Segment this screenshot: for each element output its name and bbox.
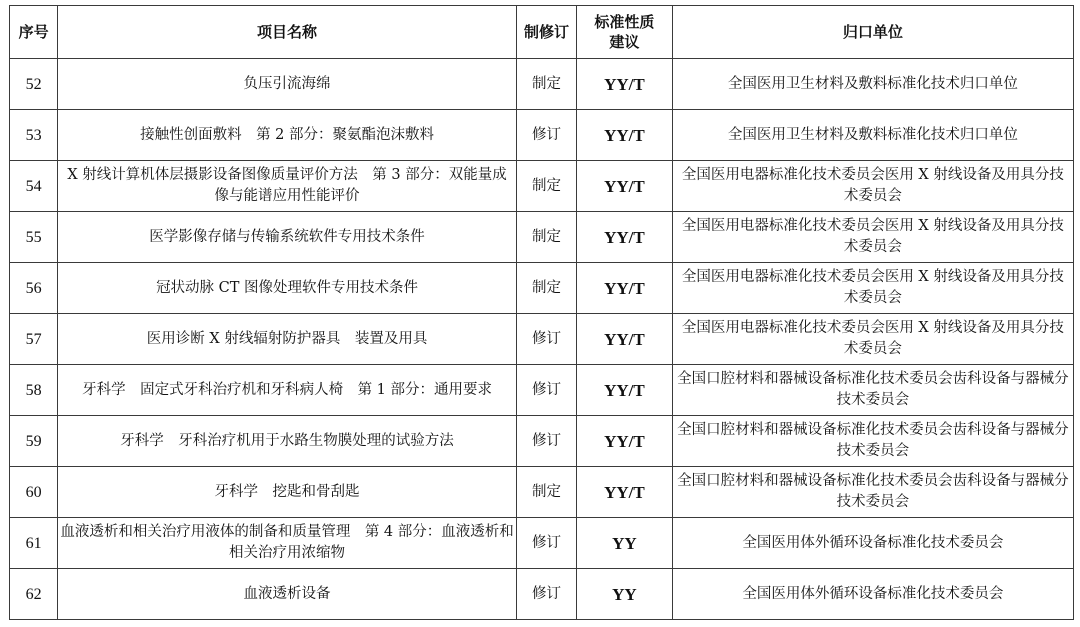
table-row: [10, 467, 1074, 518]
header-project-name: 项目名称: [58, 6, 517, 59]
cell-serial-number: 54: [10, 161, 58, 212]
cell-revision-type: 制定: [516, 467, 576, 518]
cell-revision-type: 修订: [516, 518, 576, 569]
table-body: [10, 59, 1074, 620]
cell-project-name: 牙科学 挖匙和骨刮匙: [58, 467, 517, 518]
cell-responsible-unit: 全国医用电器标准化技术委员会医用 X 射线设备及用具分技术委员会: [672, 314, 1073, 365]
cell-standard-nature: YY: [577, 518, 673, 569]
cell-serial-number: 56: [10, 263, 58, 314]
cell-responsible-unit: 全国医用卫生材料及敷料标准化技术归口单位: [672, 59, 1073, 110]
header-serial-number: 序号: [10, 6, 58, 59]
cell-revision-type: 制定: [516, 212, 576, 263]
cell-revision-type: 修订: [516, 416, 576, 467]
cell-project-name: 医学影像存储与传输系统软件专用技术条件: [58, 212, 517, 263]
table-row: [10, 110, 1074, 161]
cell-project-name: 牙科学 牙科治疗机用于水路生物膜处理的试验方法: [58, 416, 517, 467]
cell-project-name: 冠状动脉 CT 图像处理软件专用技术条件: [58, 263, 517, 314]
cell-standard-nature: YY/T: [577, 314, 673, 365]
header-standard-nature-label: 标准性质建议: [594, 13, 655, 51]
cell-responsible-unit: 全国医用电器标准化技术委员会医用 X 射线设备及用具分技术委员会: [672, 263, 1073, 314]
header-revision-type: 制修订: [516, 6, 576, 59]
cell-serial-number: 58: [10, 365, 58, 416]
table-row: [10, 518, 1074, 569]
table-row: [10, 161, 1074, 212]
cell-responsible-unit: 全国医用体外循环设备标准化技术委员会: [672, 518, 1073, 569]
cell-responsible-unit: 全国医用体外循环设备标准化技术委员会: [672, 569, 1073, 620]
cell-revision-type: 修订: [516, 365, 576, 416]
cell-responsible-unit: 全国口腔材料和器械设备标准化技术委员会齿科设备与器械分技术委员会: [672, 467, 1073, 518]
cell-serial-number: 57: [10, 314, 58, 365]
standards-table: [9, 5, 1074, 620]
table-row: [10, 365, 1074, 416]
cell-revision-type: 修订: [516, 110, 576, 161]
cell-responsible-unit: 全国口腔材料和器械设备标准化技术委员会齿科设备与器械分技术委员会: [672, 365, 1073, 416]
table-header-row: [10, 6, 1074, 59]
cell-serial-number: 53: [10, 110, 58, 161]
cell-revision-type: 修订: [516, 314, 576, 365]
cell-revision-type: 制定: [516, 263, 576, 314]
cell-responsible-unit: 全国医用电器标准化技术委员会医用 X 射线设备及用具分技术委员会: [672, 161, 1073, 212]
table-row: [10, 212, 1074, 263]
cell-responsible-unit: 全国医用卫生材料及敷料标准化技术归口单位: [672, 110, 1073, 161]
cell-standard-nature: YY/T: [577, 59, 673, 110]
table-row: [10, 416, 1074, 467]
cell-project-name: 血液透析设备: [58, 569, 517, 620]
header-standard-nature: [577, 6, 673, 59]
cell-responsible-unit: 全国口腔材料和器械设备标准化技术委员会齿科设备与器械分技术委员会: [672, 416, 1073, 467]
cell-serial-number: 55: [10, 212, 58, 263]
cell-project-name: X 射线计算机体层摄影设备图像质量评价方法 第 3 部分：双能量成像与能谱应用性能评价: [58, 161, 517, 212]
cell-revision-type: 制定: [516, 59, 576, 110]
cell-serial-number: 52: [10, 59, 58, 110]
table-row: [10, 263, 1074, 314]
cell-standard-nature: YY/T: [577, 263, 673, 314]
cell-revision-type: 制定: [516, 161, 576, 212]
table-row: [10, 569, 1074, 620]
cell-serial-number: 59: [10, 416, 58, 467]
cell-standard-nature: YY/T: [577, 365, 673, 416]
header-responsible-unit: 归口单位: [672, 6, 1073, 59]
cell-project-name: 医用诊断 X 射线辐射防护器具 装置及用具: [58, 314, 517, 365]
cell-project-name: 负压引流海绵: [58, 59, 517, 110]
table-row: [10, 59, 1074, 110]
cell-project-name: 血液透析和相关治疗用液体的制备和质量管理 第 4 部分：血液透析和相关治疗用浓缩物: [58, 518, 517, 569]
cell-standard-nature: YY/T: [577, 110, 673, 161]
cell-serial-number: 62: [10, 569, 58, 620]
cell-project-name: 接触性创面敷料 第 2 部分：聚氨酯泡沫敷料: [58, 110, 517, 161]
cell-standard-nature: YY/T: [577, 161, 673, 212]
cell-standard-nature: YY/T: [577, 416, 673, 467]
cell-standard-nature: YY/T: [577, 212, 673, 263]
cell-project-name: 牙科学 固定式牙科治疗机和牙科病人椅 第 1 部分：通用要求: [58, 365, 517, 416]
cell-serial-number: 61: [10, 518, 58, 569]
cell-standard-nature: YY: [577, 569, 673, 620]
cell-serial-number: 60: [10, 467, 58, 518]
cell-revision-type: 修订: [516, 569, 576, 620]
cell-responsible-unit: 全国医用电器标准化技术委员会医用 X 射线设备及用具分技术委员会: [672, 212, 1073, 263]
table-row: [10, 314, 1074, 365]
cell-standard-nature: YY/T: [577, 467, 673, 518]
